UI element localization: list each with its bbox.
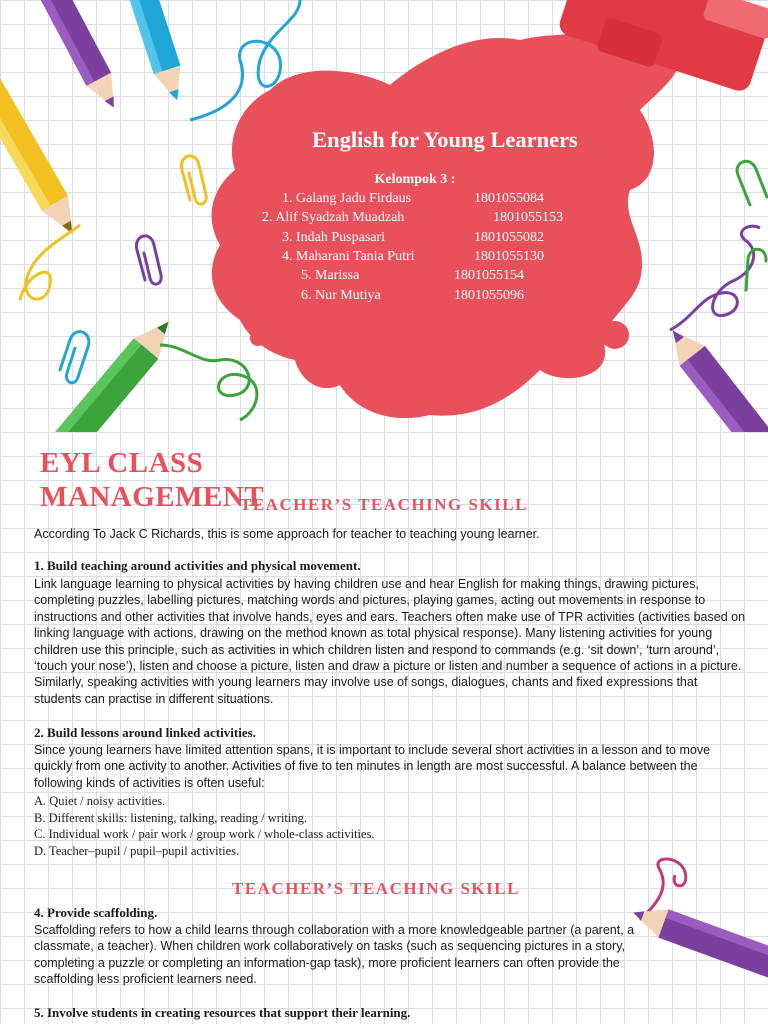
member-name: 6. Nur Mutiya: [301, 288, 381, 303]
member-name: 2. Alif Syadzah Muadzah: [262, 210, 405, 225]
member-name: 5. Marissa: [301, 268, 360, 283]
member-id: 1801055153: [493, 210, 563, 225]
pencil-icon: [0, 66, 85, 241]
activity-list: [34, 793, 375, 859]
member-name: 1. Galang Jadu Firdaus: [282, 191, 412, 206]
point-body: [34, 922, 634, 988]
paperclip-icon: [181, 156, 206, 204]
point-heading: 5. Involve students in creating resources that support their learning.: [34, 1005, 411, 1020]
member-id: 1801055130: [474, 249, 544, 264]
paperclip-icon: [136, 236, 161, 284]
point-heading: 2. Build lessons around linked activities.: [34, 725, 256, 740]
text-line: classmate, a teacher). When children work collaboratively on tasks (such as sequencing pictures in a story,: [34, 939, 626, 954]
paperclip-icon: [737, 161, 767, 205]
pencil-icon: [30, 0, 126, 114]
section-heading: TEACHER’S TEACHING SKILL: [240, 495, 528, 514]
point-heading: 1. Build teaching around activities and physical movement.: [34, 558, 361, 573]
text-line: quickly from one activity to another. Activities of five to ten minutes in length are most successful. A balance between the: [34, 759, 698, 774]
cover-title: English for Young Learners: [312, 127, 578, 152]
member-id: 1801055084: [474, 191, 544, 206]
text-line: completing puzzles, labelling pictures, matching words and pictures, playing games, acting out movements in response to: [34, 593, 706, 608]
list-item: D. Teacher–pupil / pupil–pupil activities.: [34, 843, 240, 858]
member-id: 1801055082: [474, 230, 544, 245]
text-line: Since young learners have limited attention spans, it is important to include several short activities in a lesson and to move: [34, 743, 711, 757]
text-line: linking language with actions, drawing on the method known as total physical response). Many listening activities for young: [34, 626, 713, 641]
text-line: ‘touch your nose’), listen and choose a picture, listen and draw a picture or listen and number a sequence of actions in a picture.: [34, 659, 742, 674]
text-line: following kinds of activities is often useful:: [34, 775, 265, 790]
text-line: Similarly, speaking activities with young learners may involve use of songs, dialogues, chants and fixed expressions that: [34, 675, 698, 690]
pencil-icon: [628, 898, 768, 985]
section-heading: TEACHER’S TEACHING SKILL: [232, 879, 520, 898]
text-line: children use this principle, such as activities in which children listen and respond to commands (e.g. ‘sit down’, ‘turn around’,: [34, 642, 720, 657]
text-line: instructions and other activities that involve hands, eyes and ears. Teachers often make use of TPR activities (activities based on: [34, 609, 746, 624]
member-name: 3. Indah Puspasari: [282, 230, 386, 245]
string-curl-icon: [160, 345, 257, 420]
doc-title-line: EYL CLASS: [40, 447, 204, 479]
member-id: 1801055154: [454, 268, 524, 283]
text-line: Link language learning to physical activities by having children use and hear English for making things, drawing pictures,: [34, 577, 699, 591]
text-line: scaffolding less proficient learners need.: [34, 972, 257, 987]
group-label: Kelompok 3 :: [374, 172, 456, 187]
text-line: Scaffolding refers to how a child learns through collaboration with a more knowledgeable partner (a parent, a: [34, 923, 635, 937]
point-body: [34, 742, 710, 791]
text-line: students can practise in different situations.: [34, 691, 274, 706]
point-body: [34, 576, 745, 707]
intro-text: According To Jack C Richards, this is some approach for teacher to teaching young learner.: [34, 527, 540, 541]
pencil-icon: [37, 311, 180, 432]
text-line: completing a puzzle or completing an information-gap task), more proficient learners can often provide the: [34, 955, 620, 970]
member-name: 4. Maharani Tania Putri: [282, 249, 415, 264]
list-item: A. Quiet / noisy activities.: [34, 794, 166, 808]
point-heading: 4. Provide scaffolding.: [34, 905, 158, 920]
pencil-icon: [120, 0, 191, 105]
cover-illustration: [0, 0, 768, 432]
pencil-icon: [660, 321, 768, 432]
paperclip-icon: [60, 332, 89, 383]
list-item: C. Individual work / pair work / group work / whole-class activities.: [34, 827, 375, 841]
string-curl-icon: [20, 225, 80, 300]
doc-title-line: MANAGEMENT: [40, 481, 265, 513]
list-item: B. Different skills: listening, talking, reading / writing.: [34, 810, 307, 825]
member-id: 1801055096: [454, 288, 524, 303]
doc-title: [40, 446, 264, 514]
